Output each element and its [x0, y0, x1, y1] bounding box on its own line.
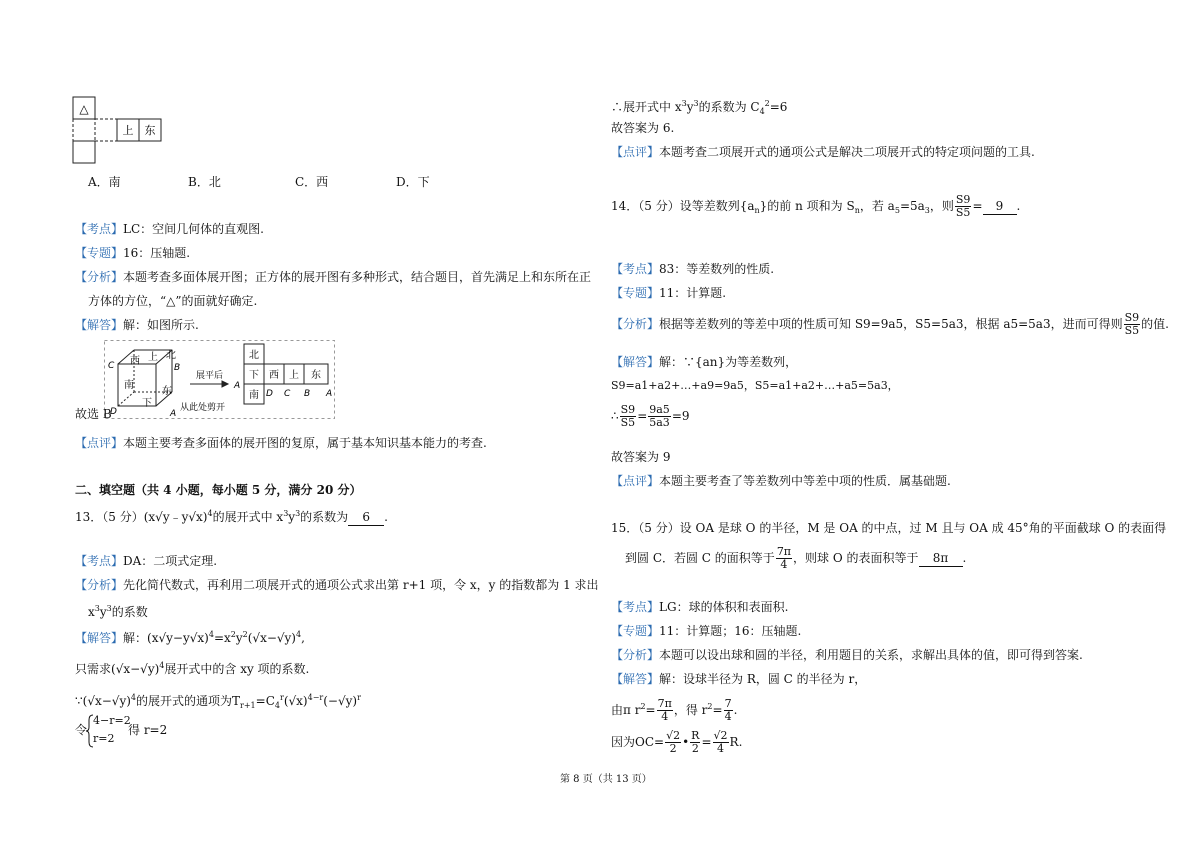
q15-yinwei-line [611, 730, 742, 755]
t: • [682, 735, 690, 749]
t: . [962, 551, 967, 565]
tag: 【分析】 [75, 270, 124, 284]
q13-fenxi-line2 [88, 601, 148, 620]
q14-zhuanti [611, 285, 726, 301]
s: 4 [759, 107, 765, 116]
e: 2 [230, 630, 236, 639]
net-label-up: 上 [122, 124, 134, 137]
q15-jieda [611, 671, 866, 687]
s: r+1 [240, 701, 256, 710]
den: 2 [691, 742, 699, 755]
num: 13．（5 分） [75, 510, 144, 524]
e: 2 [242, 630, 248, 639]
text: LC：空间几何体的直观图. [123, 222, 264, 236]
num: 9a5 [649, 403, 670, 416]
fraction [690, 730, 700, 755]
tag: 【分析】 [611, 648, 660, 662]
t: 只需求 [75, 662, 112, 676]
tag: 【点评】 [75, 436, 124, 450]
net-triangle-label: △ [79, 102, 89, 116]
t: y [99, 605, 107, 619]
tag: 【分析】 [611, 317, 660, 331]
choice-c: C．西 [295, 175, 329, 189]
t: , [301, 631, 305, 645]
q13-fenxi [75, 577, 599, 593]
den: 4 [780, 558, 788, 571]
cube-up: 上 [148, 352, 158, 363]
q12-kaodian [75, 221, 264, 237]
arrow-label-bottom: 从此处剪开 [180, 403, 226, 413]
text: 解：∵{an}为等差数列， [659, 355, 798, 369]
q13-sys1: 4−r=2 [93, 714, 131, 727]
q13-kaodian [75, 553, 217, 569]
tag: 【考点】 [611, 262, 660, 276]
t: 解： [123, 631, 148, 645]
t: 14．（5 分）设等差数列{a [611, 199, 755, 213]
fraction [648, 404, 671, 429]
t: =9 [671, 409, 690, 423]
t: R. [729, 735, 743, 749]
q13-sys2: r=2 [93, 732, 115, 745]
tag: 【专题】 [75, 246, 124, 260]
s: 4 [274, 701, 280, 710]
q13-de: 得 r=2 [128, 723, 168, 737]
t: 因为OC= [611, 735, 665, 749]
text: 11：计算题. [659, 286, 727, 300]
e: 3 [94, 604, 100, 613]
r-line1 [611, 96, 787, 120]
t: (√x−√y) [247, 631, 296, 645]
cube-down: 下 [142, 398, 152, 409]
text: 本题主要考查多面体的展开图的复原，属于基本知识基本能力的考查. [123, 436, 487, 450]
t: ∴ [611, 409, 619, 423]
den: S5 [955, 206, 971, 219]
t: = [972, 199, 983, 213]
t: (−√y) [323, 694, 358, 708]
q12-guxuan: 故选 B [75, 407, 112, 421]
q12-fenxi-line2: 方体的方位，“△”的面就好确定. [88, 294, 258, 308]
r-gudaan1: 故答案为 6. [611, 121, 675, 135]
den: S5 [1124, 324, 1140, 337]
t: =x [213, 631, 231, 645]
e: r [357, 693, 361, 702]
tag: 【点评】 [611, 474, 660, 488]
q15-stem-line1: 15．（5 分）设 OA 是球 O 的半径，M 是 OA 的中点，过 M 且与 OA 成 45°角的平面截球 O 的表面得 [611, 521, 1167, 535]
cube-north: 北 [166, 350, 176, 361]
choice-a: A．南 [88, 175, 121, 189]
t: 的值. [1141, 317, 1169, 331]
s: n [854, 206, 860, 215]
tag: 【考点】 [75, 222, 124, 236]
q14-dianping [611, 473, 951, 489]
q15-fenxi [611, 647, 1083, 663]
t: y [288, 510, 296, 524]
num: 7 [724, 697, 732, 710]
fraction [620, 404, 637, 429]
pow: 4 [207, 509, 213, 518]
den: 2 [669, 742, 677, 755]
t: ∴展开式中 x [611, 100, 682, 114]
t: = [637, 409, 648, 423]
cube-vertex-b: B [174, 363, 181, 373]
q13-dianping [611, 144, 1035, 160]
text: DA：二项式定理. [123, 554, 218, 568]
q14-gudaan: 故答案为 9 [611, 450, 671, 464]
t: = [645, 703, 656, 717]
unfold-up: 上 [289, 370, 299, 381]
t: . [384, 510, 388, 524]
q14-stem [611, 194, 1020, 219]
text: 本题考查多面体展开图；正方体的展开图有多种形式，结合题目，首先满足上和东所在正 [123, 270, 592, 284]
tag: 【分析】 [75, 578, 124, 592]
text: 解：如图所示. [123, 318, 199, 332]
text: 本题可以设出球和圆的半径，利用题目的关系，求解出具体的值，即可得到答案. [659, 648, 1083, 662]
q12-jieda [75, 317, 199, 333]
t: y [235, 631, 243, 645]
e: 4 [130, 693, 136, 702]
unfold-vertex-a2: A [326, 389, 333, 399]
unfold-south: 南 [249, 390, 259, 401]
s: r [280, 693, 284, 702]
fraction [1124, 312, 1141, 337]
t: 展开式中的含 xy 项的系数. [164, 662, 310, 676]
t: y [686, 100, 694, 114]
num: R [691, 729, 700, 742]
e2: 3 [295, 509, 301, 518]
unfold-down: 下 [249, 370, 259, 381]
cube-south: 南 [124, 380, 134, 391]
num: S9 [955, 193, 971, 206]
unfold-west: 西 [269, 370, 279, 381]
answer-blank: 6 [348, 509, 384, 526]
e: 3 [681, 99, 687, 108]
tag: 【专题】 [611, 624, 660, 638]
q13-stem [75, 506, 388, 526]
cube-west: 西 [130, 356, 140, 367]
unfold-vertex-b: B [304, 389, 311, 399]
t: (x√y−y√x) [147, 631, 209, 645]
expr: (x√y﹣y√x) [143, 510, 208, 524]
t: = [701, 735, 712, 749]
e: 4 [296, 630, 302, 639]
e: 4 [159, 661, 165, 670]
t: = [712, 703, 723, 717]
t: . [1016, 199, 1021, 213]
choice-b: B．北 [188, 175, 221, 189]
t: 由π r [611, 703, 641, 717]
answer-blank: 9 [983, 198, 1017, 215]
text: 解：设球半径为 R，圆 C 的半径为 r， [659, 672, 867, 686]
cube-vertex-d: D [110, 407, 117, 417]
t: }的前 n 项和为 S [759, 199, 855, 213]
t: ，若 a [859, 199, 895, 213]
fraction [713, 730, 729, 755]
t: 的系数为 [300, 510, 349, 524]
arrow-label-top: 展平后 [196, 371, 224, 381]
tag: 【点评】 [611, 145, 660, 159]
text: 11：计算题；16：压轴题. [659, 624, 802, 638]
s: 3 [924, 206, 930, 215]
t: (√x−√y) [82, 694, 131, 708]
page-footer: 第 8 页（共 13 页） [560, 774, 652, 785]
cube-vertex-c: C [108, 361, 115, 371]
q14-fenxi [611, 312, 1169, 337]
t: (√x−√y) [111, 662, 160, 676]
q15-kaodian [611, 599, 788, 615]
text: 本题主要考查了等差数列中等差中项的性质．属基础题. [659, 474, 951, 488]
num: 7π [657, 697, 672, 710]
q13-ling: 令 [75, 723, 88, 737]
den: 4 [717, 742, 725, 755]
fraction [955, 194, 972, 219]
q13-general-term [75, 690, 361, 714]
q12-fenxi [75, 269, 591, 285]
e: 3 [106, 604, 112, 613]
t: ，得 r [673, 703, 708, 717]
num: 7π [776, 545, 792, 558]
num: √2 [666, 729, 681, 742]
e: 4−r [307, 693, 324, 702]
num: S9 [620, 403, 636, 416]
t: 的系数为 C [698, 100, 760, 114]
tag: 【考点】 [75, 554, 124, 568]
answer-blank: 8π [919, 550, 963, 567]
q14-ratio [611, 404, 690, 429]
tag: 【解答】 [75, 318, 124, 332]
s: 5 [894, 206, 900, 215]
unfold-north: 北 [249, 350, 259, 361]
text: 先化简代数式，再利用二项展开式的通项公式求出第 r+1 项，令 x，y 的指数都为 1 求出 [123, 578, 599, 592]
section-2-heading: 二、填空题（共 4 小题，每小题 5 分，满分 20 分） [75, 483, 362, 497]
e: 3 [693, 99, 699, 108]
s: 2 [764, 99, 770, 108]
fraction [665, 730, 681, 755]
q14-jieda [611, 354, 797, 370]
t: . [733, 703, 738, 717]
den: 5a3 [649, 416, 670, 429]
s: n [754, 206, 760, 215]
q14-eq-line: S9=a1+a2+…+a9=9a5，S5=a1+a2+…+a5=5a3， [611, 379, 899, 392]
net-label-east: 东 [144, 124, 156, 137]
cube-east: 东 [162, 386, 172, 397]
e: 4 [208, 630, 214, 639]
t: 的系数 [111, 605, 148, 619]
q14-kaodian [611, 261, 774, 277]
choice-d: D．下 [396, 175, 430, 189]
e1: 3 [283, 509, 289, 518]
t: T [232, 694, 241, 708]
t: 的展开式中 x [212, 510, 284, 524]
t: (√x) [283, 694, 308, 708]
cube-vertex-a: A [170, 409, 177, 419]
num: √2 [713, 729, 728, 742]
q13-jieda [75, 627, 305, 646]
text: 83：等差数列的性质. [659, 262, 775, 276]
text: 本题考查二项展开式的通项公式是解决二项展开式的特定项问题的工具. [659, 145, 1035, 159]
num: S9 [1124, 311, 1140, 324]
unfold-vertex-c: C [284, 389, 291, 399]
q15-you-line [611, 698, 737, 723]
t: =6 [769, 100, 788, 114]
e: 2 [640, 702, 646, 711]
q15-zhuanti [611, 623, 801, 639]
cube-unfold-diagram [104, 340, 338, 420]
text: LG：球的体积和表面积. [659, 600, 789, 614]
unfold-east: 东 [311, 370, 321, 381]
den: 4 [724, 710, 732, 723]
tag: 【解答】 [611, 355, 660, 369]
tag: 【考点】 [611, 600, 660, 614]
t: ∵ [75, 694, 83, 708]
den: S5 [620, 416, 636, 429]
unfold-vertex-d: D [266, 389, 273, 399]
e: 2 [707, 702, 713, 711]
q12-dianping [75, 435, 487, 451]
t: ，则 [929, 199, 954, 213]
unfold-vertex-a1: A [234, 381, 241, 391]
t: x [88, 605, 95, 619]
t: 到圆 C．若圆 C 的面积等于 [625, 551, 775, 565]
q15-stem-line2 [625, 546, 966, 571]
text: 16：压轴题. [123, 246, 191, 260]
t: 的展开式的通项为 [136, 694, 233, 708]
t: =C [255, 694, 275, 708]
t: ，则球 O 的表面积等于 [793, 551, 919, 565]
fraction [657, 698, 673, 723]
tag: 【解答】 [611, 672, 660, 686]
den: 4 [661, 710, 669, 723]
fraction [724, 698, 733, 723]
q12-zhuanti [75, 245, 190, 261]
text: 根据等差数列的等差中项的性质可知 S9=9a5，S5=5a3，根据 a5=5a3，进而可得则 [659, 317, 1123, 331]
t: =5a [899, 199, 925, 213]
tag: 【解答】 [75, 631, 124, 645]
fraction [776, 546, 792, 571]
cube-net-figure [72, 96, 164, 164]
q13-need-line [75, 658, 309, 677]
tag: 【专题】 [611, 286, 660, 300]
